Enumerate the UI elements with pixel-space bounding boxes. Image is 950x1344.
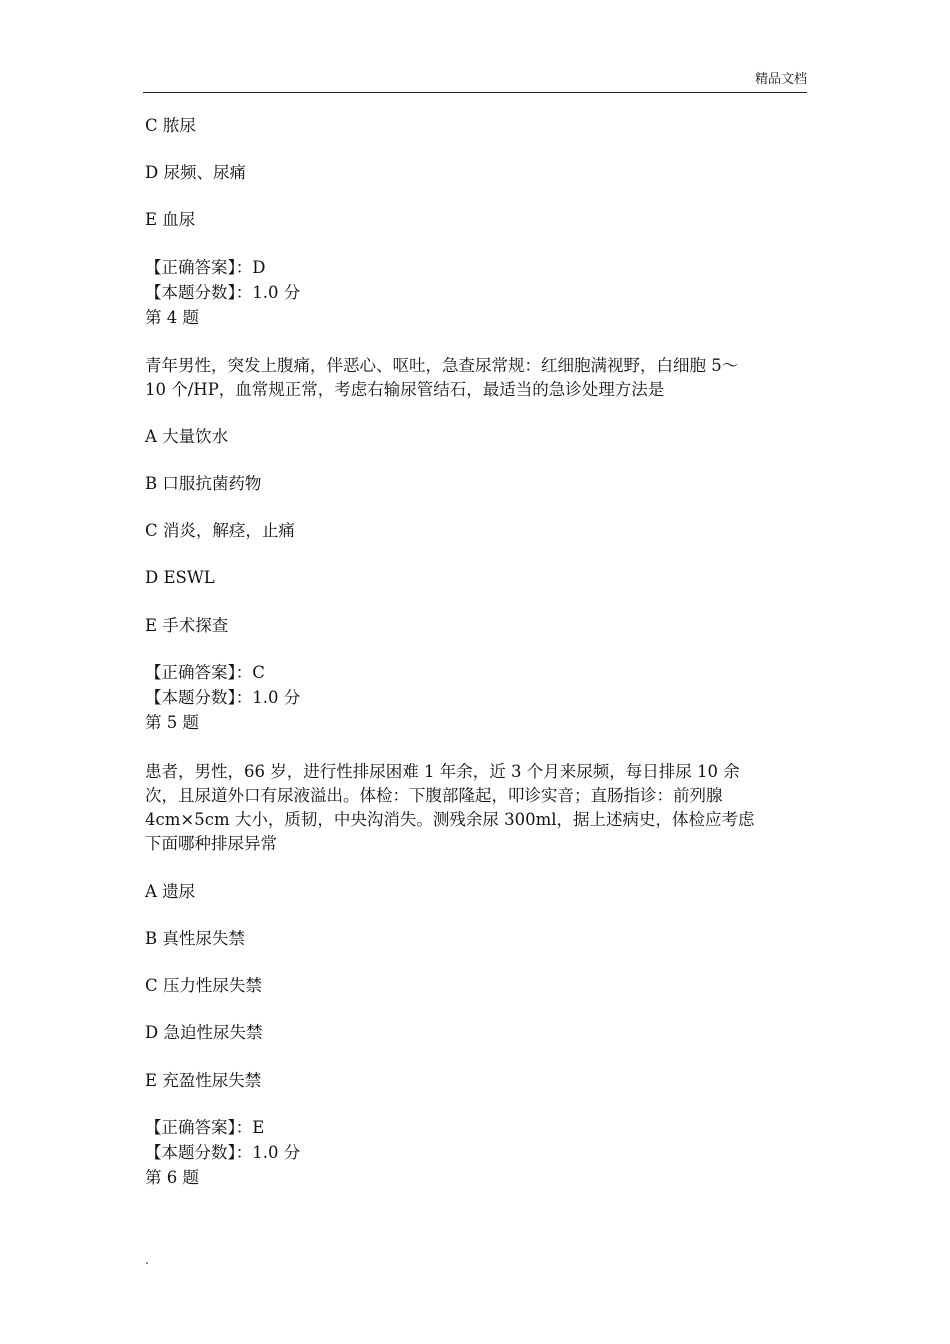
question-score: 【本题分数】：1.0 分 bbox=[145, 688, 301, 707]
option-c: C 压力性尿失禁 bbox=[145, 976, 262, 995]
question-number: 第 5 题 bbox=[145, 713, 199, 732]
option-c: C 脓尿 bbox=[145, 116, 196, 135]
option-c: C 消炎，解痉，止痛 bbox=[145, 521, 295, 540]
question-score: 【本题分数】：1.0 分 bbox=[145, 1143, 301, 1162]
option-d: D 尿频、尿痛 bbox=[145, 163, 246, 182]
option-e: E 血尿 bbox=[145, 210, 196, 229]
question-5-text bbox=[145, 760, 809, 856]
option-a: A 遗尿 bbox=[145, 882, 196, 901]
correct-answer: 【正确答案】：D bbox=[145, 258, 266, 277]
correct-answer: 【正确答案】：C bbox=[145, 663, 265, 682]
question-4-text bbox=[145, 354, 809, 402]
question-text-line: 下面哪种排尿异常 bbox=[145, 834, 277, 853]
option-b: B 口服抗菌药物 bbox=[145, 474, 262, 493]
footer-mark: . bbox=[145, 1253, 149, 1267]
question-text-line: 次，且尿道外口有尿液溢出。体检：下腹部隆起，叩诊实音；直肠指诊：前列腺 bbox=[145, 786, 723, 805]
option-a: A 大量饮水 bbox=[145, 427, 229, 446]
question-text-line: 患者，男性，66 岁，进行性排尿困难 1 年余，近 3 个月来尿频，每日排尿 10 余 bbox=[145, 762, 740, 781]
question-number: 第 4 题 bbox=[145, 308, 199, 327]
header-divider bbox=[143, 92, 807, 93]
question-text-line: 10 个/HP，血常规正常，考虑右输尿管结石，最适当的急诊处理方法是 bbox=[145, 380, 665, 399]
question-text-line: 4cm×5cm 大小，质韧，中央沟消失。测残余尿 300ml，据上述病史，体检应考虑 bbox=[145, 810, 755, 829]
option-b: B 真性尿失禁 bbox=[145, 929, 245, 948]
question-text-line: 青年男性，突发上腹痛，伴恶心、呕吐，急查尿常规：红细胞满视野，白细胞 5～ bbox=[145, 356, 739, 375]
option-e: E 充盈性尿失禁 bbox=[145, 1071, 262, 1090]
correct-answer: 【正确答案】：E bbox=[145, 1118, 265, 1137]
question-score: 【本题分数】：1.0 分 bbox=[145, 283, 301, 302]
option-d: D 急迫性尿失禁 bbox=[145, 1023, 263, 1042]
option-d: D ESWL bbox=[145, 568, 215, 587]
header-label: 精品文档 bbox=[754, 72, 807, 87]
option-e: E 手术探查 bbox=[145, 616, 229, 635]
question-number: 第 6 题 bbox=[145, 1168, 199, 1187]
